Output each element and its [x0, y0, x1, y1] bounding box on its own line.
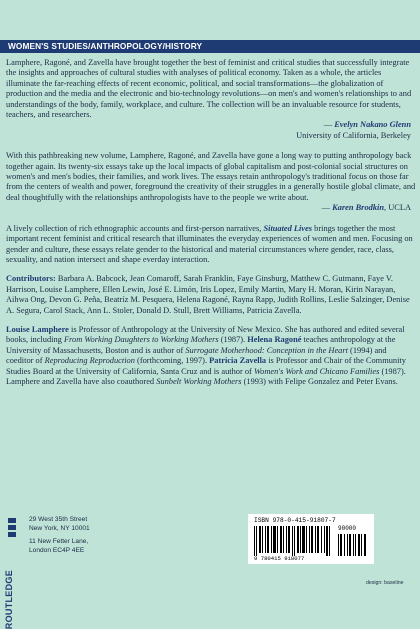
category-label: WOMEN'S STUDIES/ANTHROPOLOGY/HISTORY [8, 41, 203, 51]
address-ny-line1: 29 West 35th Street [29, 516, 88, 523]
barcode-addon-number: 90000 [338, 525, 357, 532]
review-author-1: — Evelyn Nakano Glenn [323, 120, 411, 130]
category-header [0, 40, 420, 53]
address-uk-line2: London EC4P 4EE [29, 546, 85, 554]
book-description: A lively collection of rich ethnographic accounts and first-person narratives, Situated Lives brings together the most important recent feminist and critical research that illuminates the everyday experiences of women and men. Focusing on gender and culture, these essays relate gender to the historical and material circumstances where gender, race, class, sexuality, and nation intersect and shape everday interaction. [6, 223, 413, 264]
publisher-address [29, 516, 90, 555]
barcode-number: 9 780415 918077 [254, 555, 305, 562]
isbn-label: ISBN 978-0-415-91807-7 [254, 517, 336, 524]
review-affiliation-1: University of California, Berkeley [296, 130, 411, 140]
design-credit: design: baseline [366, 580, 404, 586]
address-uk-line1: 11 New Fetter Lane, [29, 538, 89, 546]
review-text-2: With this pathbreaking new volume, Lamphere, Ragoné, and Zavella have gone a long way to putting anthropology back together again. Its twenty-six essays take up the local impacts of global capitalism and post-colonial social structures on women's and men's bodies, their families, and work lives. The essays retain anthropology's traditional focus on those far from the centers of wealth and power, foreground the creativity of their struggles in a generally hostile global climate, and deal thoughtfully with the relationships anthropologists have to the people we write about. [6, 151, 416, 202]
address-ny-line2: New York, NY 10001 [29, 524, 90, 532]
editor-bios: Louise Lamphere is Professor of Anthropology at the University of New Mexico. She has authored and edited several books, including From Working Daughters to Working Mothers (1987). Helena Ragoné teaches anthropology at the University of Massachusetts, Boston and is author of Surrogate Motherhood: Conception in the Heart (1994) and coeditor of Reproducing Reproduction (forthcoming, 1997). Patricia Zavella is Professor and Chair of the Community Studies Board at the University of California, Santa Cruz and is author of Women's Work and Chicano Families (1987). Lamphere and Zavella have also coauthored Sunbelt Working Mothers (1993) with Felipe Gonzalez and Peter Evans. [6, 324, 406, 386]
back-cover-text [6, 58, 416, 387]
barcode-bars-icon [254, 526, 368, 556]
contributors-list: Contributors: Barbara A. Babcock, Jean Comaroff, Sarah Franklin, Faye Ginsburg, Matthew C. Gutmann, Faye V. Harrison, Louise Lamphere, Ellen Lewin, José E. Limón, Iris Lopez, Emily Martin, Mary H. Moran, Kirin Narayan, Aihwa Ong, Devon G. Peña, Beatríz M. Pesquera, Helena Ragoné, Rayna Rapp, Judith Rollins, Leslie Salzinger, Denise A. Segura, Carol Stack, Ann L. Stoler, Donald D. Stull, Brett Williams, Patricia Zavella. [6, 274, 410, 315]
footer [0, 510, 420, 629]
review-text-1: Lamphere, Ragoné, and Zavella have brought together the best of feminist and critical studies that successfully integrate the insights and approaches of cultural studies with analyses of political economy. Taken as a whole, the articles illuminate the far-reaching effects of recent economic, political, and social transformations—the globalization of production and the media and the electronic and bio-technology revolutions—on men's and women's relationships to and understandings of the body, family, workplace, and culture. The collection will be an invaluable resource for students, teachers, and researchers. [6, 58, 412, 120]
review-author-2: — Karen Brodkin, UCLA [321, 203, 411, 213]
routledge-logo-icon [6, 516, 18, 568]
barcode [248, 514, 374, 564]
publisher-name: ROUTLEDGE [4, 570, 14, 629]
